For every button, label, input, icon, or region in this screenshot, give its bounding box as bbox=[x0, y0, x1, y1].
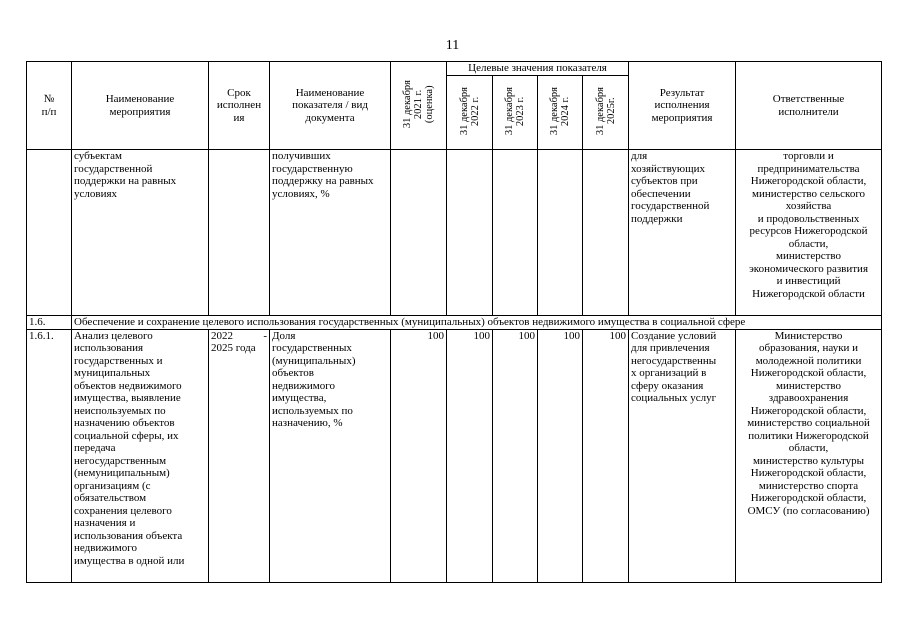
table-row bbox=[27, 329, 882, 582]
cont-indicator: получивших государственную поддержку на равных условиях, % bbox=[270, 150, 391, 316]
deadline-dash: - bbox=[263, 329, 267, 342]
item-value-2023: 100 bbox=[493, 329, 538, 582]
header-2022-cell bbox=[447, 76, 493, 150]
item-measure: Анализ целевого использования государственных и муниципальных объектов недвижимого имущества, выявление неиспользуемых по назначению объектов социальной сферы, их передача негосударственным (немуниципальным) организациям (с обязательством сохранения целевого назначения и использования объекта недвижимого имущества в одной или bbox=[72, 329, 209, 582]
header-2025: 31 декабря 2025г. bbox=[594, 86, 617, 135]
header-measure: Наименование мероприятия bbox=[72, 62, 209, 150]
item-value-2025: 100 bbox=[583, 329, 629, 582]
table-row bbox=[27, 150, 882, 316]
item-num: 1.6.1. bbox=[27, 329, 72, 582]
cont-value-2024 bbox=[538, 150, 583, 316]
item-indicator: Доля государственных (муниципальных) объектов недвижимого имущества, используемых по назначению, % bbox=[270, 329, 391, 582]
section-row bbox=[27, 316, 882, 330]
header-target-values: Целевые значения показателя bbox=[447, 62, 629, 76]
measures-table bbox=[26, 61, 882, 583]
header-2023-cell bbox=[493, 76, 538, 150]
deadline-end: 2025 года bbox=[211, 342, 256, 354]
header-2023: 31 декабря 2023 г. bbox=[504, 86, 526, 135]
cont-value-2023 bbox=[493, 150, 538, 316]
header-result: Результат исполнения мероприятия bbox=[629, 62, 736, 150]
deadline-start: 2022 bbox=[211, 329, 233, 342]
header-responsible: Ответственные исполнители bbox=[736, 62, 882, 150]
header-deadline: Срок исполнен ия bbox=[209, 62, 270, 150]
item-responsible: Министерство образования, науки и молодежной политики Нижегородской области, министерство здравоохранения Нижегородской области, министерство социальной политики Нижегородской области, министерство культуры Нижегородской области, министерство спорта Нижегородской области, ОМСУ (по согласованию) bbox=[736, 329, 882, 582]
item-deadline bbox=[209, 329, 270, 582]
header-2021-cell bbox=[391, 62, 447, 150]
header-num: № п/п bbox=[27, 62, 72, 150]
header-2024-cell bbox=[538, 76, 583, 150]
header-indicator: Наименование показателя / вид документа bbox=[270, 62, 391, 150]
cont-deadline bbox=[209, 150, 270, 316]
item-result: Создание условий для привлечения негосударственны х организаций в сферу оказания социальных услуг bbox=[629, 329, 736, 582]
cont-responsible: торговли и предпринимательства Нижегородской области, министерство сельского хозяйства и продовольственных ресурсов Нижегородской области, министерство экономического развития и инвестиций Нижегородской области bbox=[736, 150, 882, 316]
item-value-2022: 100 bbox=[447, 329, 493, 582]
cont-measure: субъектам государственной поддержки на равных условиях bbox=[72, 150, 209, 316]
header-2025-cell bbox=[583, 76, 629, 150]
cont-num bbox=[27, 150, 72, 316]
header-2024: 31 декабря 2024 г. bbox=[549, 86, 571, 135]
header-2022: 31 декабря 2022 г. bbox=[458, 86, 481, 135]
cont-result: для хозяйствующих субъектов при обеспечении государственной поддержки bbox=[629, 150, 736, 316]
cont-value-2025 bbox=[583, 150, 629, 316]
cont-value-2021 bbox=[391, 150, 447, 316]
page-number: 11 bbox=[445, 38, 460, 53]
section-title: Обеспечение и сохранение целевого использования государственных (муниципальных) объектов недвижимого имущества в социальной сфере bbox=[72, 316, 882, 330]
header-2021: 31 декабря 2021 г. (оценка) bbox=[402, 79, 435, 128]
section-num: 1.6. bbox=[27, 316, 72, 330]
item-value-2021: 100 bbox=[391, 329, 447, 582]
item-value-2024: 100 bbox=[538, 329, 583, 582]
cont-value-2022 bbox=[447, 150, 493, 316]
